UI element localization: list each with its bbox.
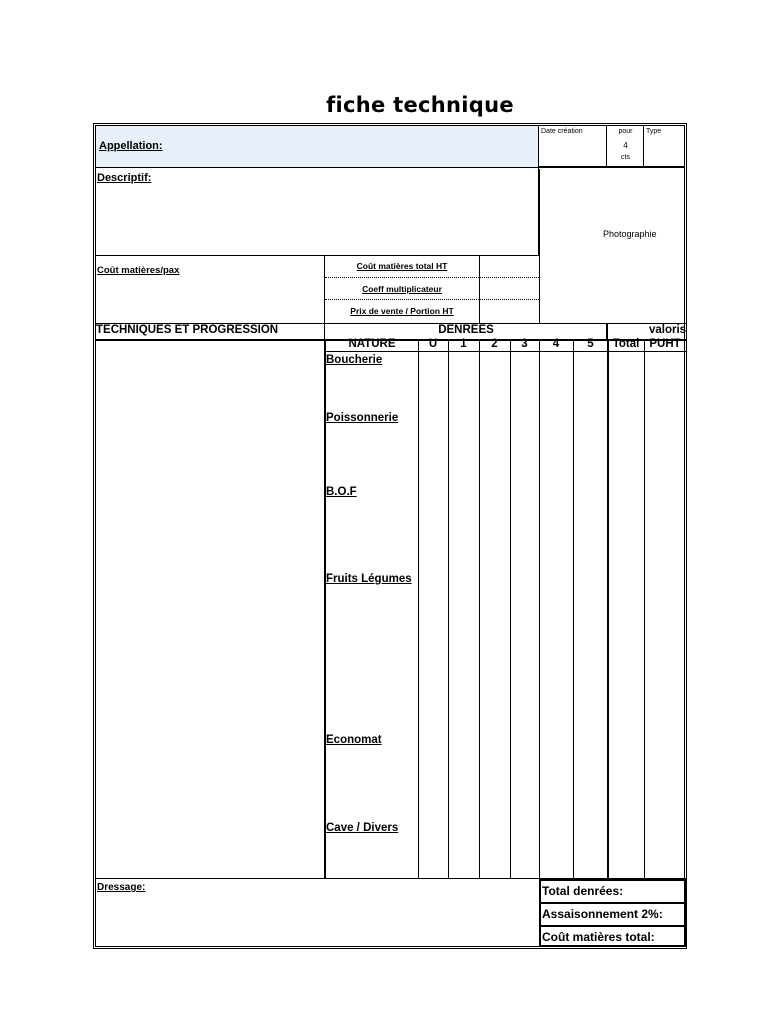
col-line xyxy=(573,339,574,879)
assaisonnement-label: Assaisonnement 2%: xyxy=(542,907,663,921)
col-3: 3 xyxy=(521,338,528,350)
col-4: 4 xyxy=(552,338,560,350)
cout-pax-label: Coût matières/pax xyxy=(97,265,180,276)
divider xyxy=(539,902,687,904)
cout-total-label: Coût matières total: xyxy=(542,930,655,944)
col-line xyxy=(448,339,449,879)
coeff-label: Coeff multiplicateur xyxy=(362,284,442,294)
divider xyxy=(539,925,687,927)
divider xyxy=(324,351,686,352)
photo-area[interactable] xyxy=(539,169,686,323)
pour-unit: cts xyxy=(621,154,630,161)
col-u: U xyxy=(428,338,438,350)
denrees-header: DENREES xyxy=(438,324,494,336)
col-total: Total xyxy=(612,338,640,350)
col-line xyxy=(644,339,645,879)
pour-label: pour xyxy=(618,128,633,135)
pour-value: 4 xyxy=(623,141,628,150)
category-cave-divers: Cave / Divers xyxy=(326,822,399,834)
photographie-label: Photographie xyxy=(603,229,657,239)
col-2: 2 xyxy=(491,338,498,350)
dressage-cell[interactable] xyxy=(96,879,539,946)
category-boucherie: Boucherie xyxy=(326,354,383,366)
dressage-label: Dressage: xyxy=(97,882,146,893)
total-denrees-label: Total denrées: xyxy=(542,884,624,898)
col-5: 5 xyxy=(587,338,594,350)
descriptif-label: Descriptif: xyxy=(97,172,152,184)
descriptif-cell[interactable] xyxy=(96,168,539,256)
col-line xyxy=(418,339,419,879)
appellation-label: Appellation: xyxy=(99,140,163,152)
col-nature: NATURE xyxy=(348,338,396,350)
col-1: 1 xyxy=(460,338,467,350)
valoris-header: valoris xyxy=(649,324,687,336)
col-line xyxy=(539,339,540,879)
cout-total-ht-label: Coût matières total HT xyxy=(356,261,448,271)
category-economat: Economat xyxy=(326,734,382,746)
date-creation-label: Date création xyxy=(541,128,583,135)
col-line xyxy=(607,339,609,879)
col-puht: PUHT xyxy=(649,338,681,350)
col-line xyxy=(479,339,480,879)
techniques-area[interactable] xyxy=(96,341,323,878)
col-line xyxy=(510,339,511,879)
prix-vente-label: Prix de vente / Portion HT xyxy=(350,306,454,316)
category-bof: B.O.F xyxy=(326,486,357,498)
category-poissonnerie: Poissonnerie xyxy=(326,412,399,424)
techniques-header: TECHNIQUES ET PROGRESSION xyxy=(96,324,279,336)
page-title: fiche technique xyxy=(326,93,514,117)
category-fruits-legumes: Fruits Légumes xyxy=(326,573,412,585)
type-label: Type xyxy=(646,128,662,135)
